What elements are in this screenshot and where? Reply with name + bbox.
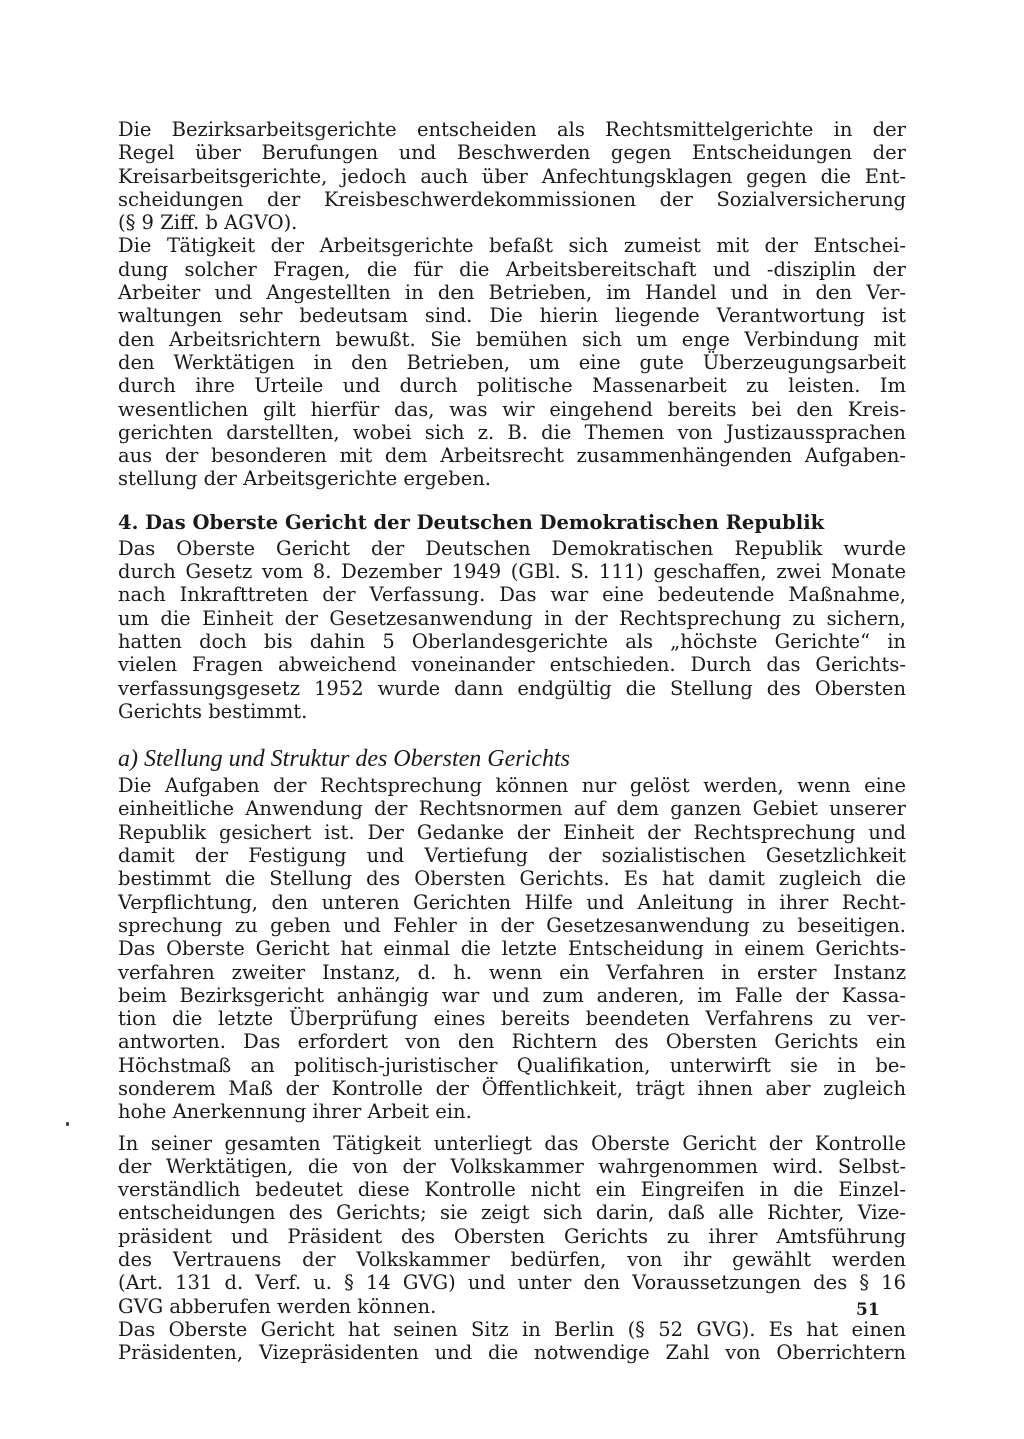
text-line: stellung der Arbeitsgerichte ergeben. <box>118 467 492 491</box>
text-line: Das Oberste Gericht hat seinen Sitz in Berlin (§ 52 GVG). Es hat einen <box>118 1317 906 1341</box>
paragraph-3 <box>118 537 906 723</box>
text-line: des Vertrauens der Volkskammer bedürfen, von ihr gewählt werden <box>118 1248 906 1272</box>
paragraph-4 <box>118 774 906 1123</box>
text-line: aus der besonderen mit dem Arbeitsrecht zusammenhängenden Aufgaben- <box>118 444 906 468</box>
text-line: Regel über Berufungen und Beschwerden gegen Entscheidungen der <box>118 141 906 165</box>
text-line: nach Inkrafttreten der Verfassung. Das war eine bedeutende Maßnahme, <box>118 583 906 607</box>
text-line: verständlich bedeutet diese Kontrolle nicht ein Eingreifen in die Einzel- <box>118 1178 906 1202</box>
text-line: antworten. Das erfordert von den Richtern des Obersten Gerichts ein <box>118 1030 906 1054</box>
text-line: Kreisarbeitsgerichte, jedoch auch über Anfechtungsklagen gegen die Ent- <box>118 164 906 188</box>
text-line: entscheidungen des Gerichts; sie zeigt sich darin, daß alle Richter, Vize- <box>118 1201 906 1225</box>
text-line: einheitliche Anwendung der Rechtsnormen auf dem ganzen Gebiet unserer <box>118 797 906 821</box>
text-line: hohe Anerkennung ihrer Arbeit ein. <box>118 1100 472 1124</box>
text-line: den Werktätigen in den Betrieben, um eine gute Überzeugungsarbeit <box>118 350 906 374</box>
text-line: vielen Fragen abweichend voneinander entschieden. Durch das Gerichts- <box>118 653 906 677</box>
text-line: scheidungen der Kreisbeschwerdekommissionen der Sozialversicherung <box>118 187 906 211</box>
text-line: Die Aufgaben der Rechtsprechung können nur gelöst werden, wenn eine <box>118 774 906 798</box>
text-line: damit der Festigung und Vertiefung der sozialistischen Gesetzlichkeit <box>118 844 906 868</box>
text-line: der Werktätigen, die von der Volkskammer wahrgenommen wird. Selbst- <box>118 1154 906 1178</box>
text-line: dung solcher Fragen, die für die Arbeitsbereitschaft und -disziplin der <box>118 257 906 281</box>
text-line: präsident und Präsident des Obersten Gerichts zu ihrer Amtsführung <box>118 1224 906 1248</box>
page-number: 51 <box>856 1300 880 1320</box>
text-line: verfassungsgesetz 1952 wurde dann endgültig die Stellung des Obersten <box>118 676 906 700</box>
paragraph-5 <box>118 1132 906 1318</box>
text-line: beim Bezirksgericht anhängig war und zum anderen, im Falle der Kassa- <box>118 983 906 1007</box>
page-body <box>118 118 906 1365</box>
text-line: Präsidenten, Vizepräsidenten und die notwendige Zahl von Oberrichtern <box>118 1341 906 1365</box>
text-line: Die Bezirksarbeitsgerichte entscheiden als Rechtsmittelgerichte in der <box>118 118 906 141</box>
paragraph-1 <box>118 118 906 234</box>
text-line: sprechung zu geben und Fehler in der Gesetzesanwendung zu beseitigen. <box>118 913 906 937</box>
text-line: bestimmt die Stellung des Obersten Gerichts. Es hat damit zugleich die <box>118 867 906 891</box>
text-line: Verpflichtung, den unteren Gerichten Hilfe und Anleitung in ihrer Recht- <box>118 890 906 914</box>
text-line: verfahren zweiter Instanz, d. h. wenn ein Verfahren in erster Instanz <box>118 960 906 984</box>
text-line: Das Oberste Gericht der Deutschen Demokratischen Republik wurde <box>118 536 906 560</box>
text-line: um die Einheit der Gesetzesanwendung in der Rechtsprechung zu sichern, <box>118 606 906 630</box>
text-line: Gerichts bestimmt. <box>118 699 308 723</box>
text-line: GVG abberufen werden können. <box>118 1294 437 1318</box>
scan-speck <box>66 1122 69 1126</box>
text-line: In seiner gesamten Tätigkeit unterliegt das Oberste Gericht der Kontrolle <box>118 1131 906 1155</box>
paragraph-6 <box>118 1318 906 1365</box>
text-line: den Arbeitsrichtern bewußt. Sie bemühen sich um enge Verbindung mit <box>118 327 906 351</box>
text-line: durch Gesetz vom 8. Dezember 1949 (GBl. S. 111) geschaffen, zwei Monate <box>118 560 906 584</box>
text-line: sonderem Maß der Kontrolle der Öffentlichkeit, trägt ihnen aber zugleich <box>118 1076 906 1100</box>
text-line: Republik gesichert ist. Der Gedanke der Einheit der Rechtsprechung und <box>118 820 906 844</box>
text-line: waltungen sehr bedeutsam sind. Die hierin liegende Verantwortung ist <box>118 304 906 328</box>
text-line: Arbeiter und Angestellten in den Betrieben, im Handel und in den Ver- <box>118 281 906 305</box>
text-line: durch ihre Urteile und durch politische Massenarbeit zu leisten. Im <box>118 374 906 398</box>
text-line: Die Tätigkeit der Arbeitsgerichte befaßt sich zumeist mit der Entschei- <box>118 234 906 258</box>
text-line: Höchstmaß an politisch-juristischer Qualifikation, unterwirft sie in be- <box>118 1053 906 1077</box>
text-line: gerichten darstellten, wobei sich z. B. die Themen von Justizaussprachen <box>118 420 906 444</box>
subsection-heading: a) Stellung und Struktur des Obersten Gerichts <box>118 746 570 773</box>
section-heading: 4. Das Oberste Gericht der Deutschen Demokratischen Republik <box>118 510 825 534</box>
text-line: (Art. 131 d. Verf. u. § 14 GVG) und unter den Voraussetzungen des § 16 <box>118 1271 906 1295</box>
text-line: Das Oberste Gericht hat einmal die letzte Entscheidung in einem Gerichts- <box>118 937 906 961</box>
text-line: wesentlichen gilt hierfür das, was wir eingehend bereits bei den Kreis- <box>118 397 906 421</box>
text-line: tion die letzte Überprüfung eines bereits beendeten Verfahrens zu ver- <box>118 1007 906 1031</box>
text-line: hatten doch bis dahin 5 Oberlandesgerichte als „höchste Gerichte“ in <box>118 629 906 653</box>
paragraph-2 <box>118 234 906 490</box>
text-line: (§ 9 Ziff. b AGVO). <box>118 211 298 235</box>
